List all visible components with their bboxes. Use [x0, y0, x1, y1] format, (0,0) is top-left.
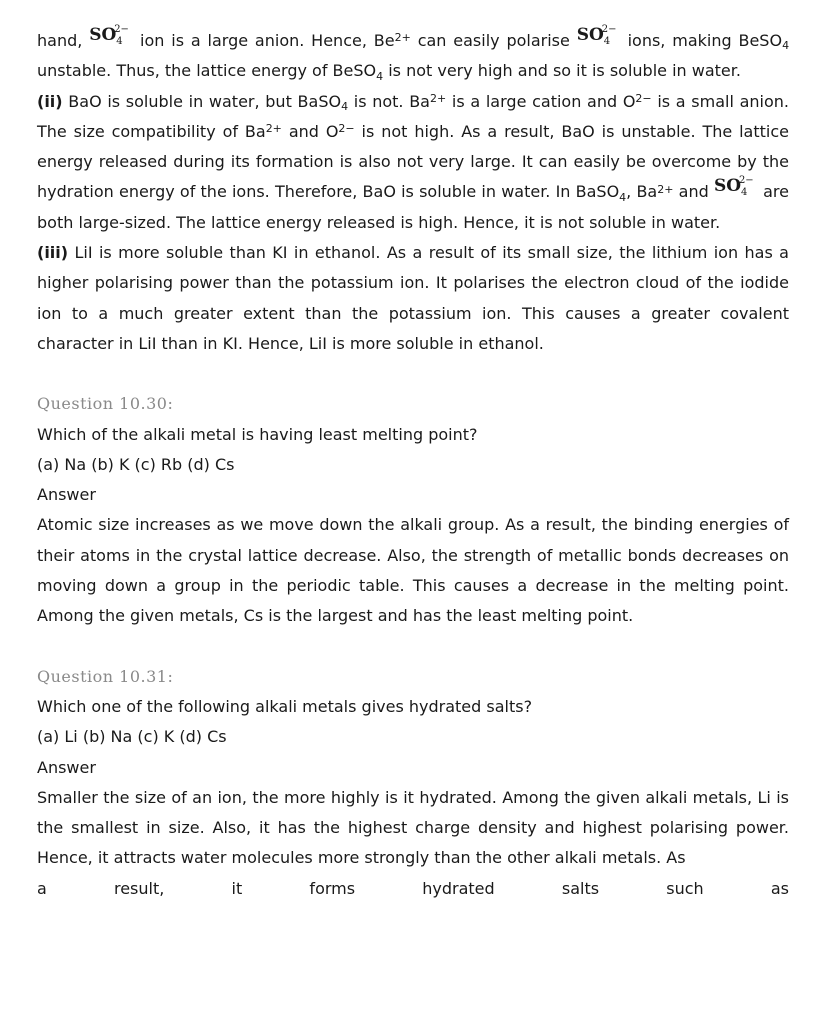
answer-text: Atomic size increases as we move down the alkali group. As a result, the binding energies of their atoms in the crystal lattice decrease. Also, the strength of metallic bonds decreases on moving down a group in the periodic table. This causes a decrease in the melting point. Among the given metals, Cs is the largest and has the least melting point. [37, 515, 789, 626]
answer-text: Smaller the size of an ion, the more highly is it hydrated. Among the given alkali metals, Li is the smallest in size. Also, it has the highest charge density and highest polarising power. Hence, it attracts water molecules more strongly than the other alkali metals. As [37, 787, 789, 868]
item-label: (ii) [37, 91, 63, 111]
text: is not very high and so it is soluble in water. [388, 61, 741, 81]
sulfate-ion-formula: SO 2− 4 [713, 175, 754, 199]
answer-label: Answer [37, 757, 96, 777]
text: LiI is more soluble than KI in ethanol. As a result of its small size, the lithium ion has a higher polarising power than the potassium ion. It polarises the electron cloud of the iodide ion to a much greater extent than the potassium ion. This causes a greater covalent character in LiI than in KI. Hence, LiI is more soluble in ethanol. [37, 243, 789, 353]
question-heading: Question 10.31: [37, 666, 174, 686]
sulfate-ion-formula: SO 2− 4 [89, 24, 129, 47]
question-options: (a) Li (b) Na (c) K (d) Cs [37, 727, 227, 747]
text: ion is a large anion. Hence, Be [140, 31, 395, 50]
item-label: (iii) [37, 243, 69, 263]
paragraph-lii [37, 238, 789, 359]
answer-label: Answer [37, 485, 96, 505]
question-text: Which of the alkali metal is having least melting point? [37, 424, 478, 444]
text: unstable. Thus, the lattice energy of BeSO [37, 61, 377, 81]
paragraph-beso4: hand, SO 2− 4 ion is a large anion. Hence, $Be^{2+}$ can easily polarise SO 2− 4 ions, making BeSO$_4$ unstable. Thus, the lattice energy of BeSO$_4$ is not very high and so it is soluble in water. [37, 24, 790, 83]
text: can easily polarise [417, 31, 570, 50]
question-text: Which one of the following alkali metals gives hydrated salts? [37, 696, 533, 716]
sulfate-ion-formula: SO 2− 4 [576, 24, 617, 47]
question-options: (a) Na (b) K (c) Rb (d) Cs [37, 454, 235, 474]
document-page [37, 26, 789, 904]
question-heading: Question 10.30: [37, 394, 174, 414]
text: ions, making BeSO [627, 31, 783, 50]
paragraph-bao: (ii) BaO is soluble in water, but BaSO$_4$ is not. $Ba^{2+}$ is a large cation and $O^{2-}$ is a small anion. The size compatibility of $Ba^{2+}$ and $O^{2-}$ is not high. As a result, BaO is unstable. The lattice energy released during its formation is also not very large. It can easily be overcome by the hydration energy of the ions. Therefore, BaO is soluble in water. In BaSO$_4$, $Ba^{2+}$ and SO 2− 4 are both large-sized. The lattice energy released is high. Hence, it is not soluble in water. [37, 91, 789, 232]
text: hand, [37, 31, 83, 50]
answer-text-continued: a result, it forms hydrated salts such as [37, 878, 789, 898]
